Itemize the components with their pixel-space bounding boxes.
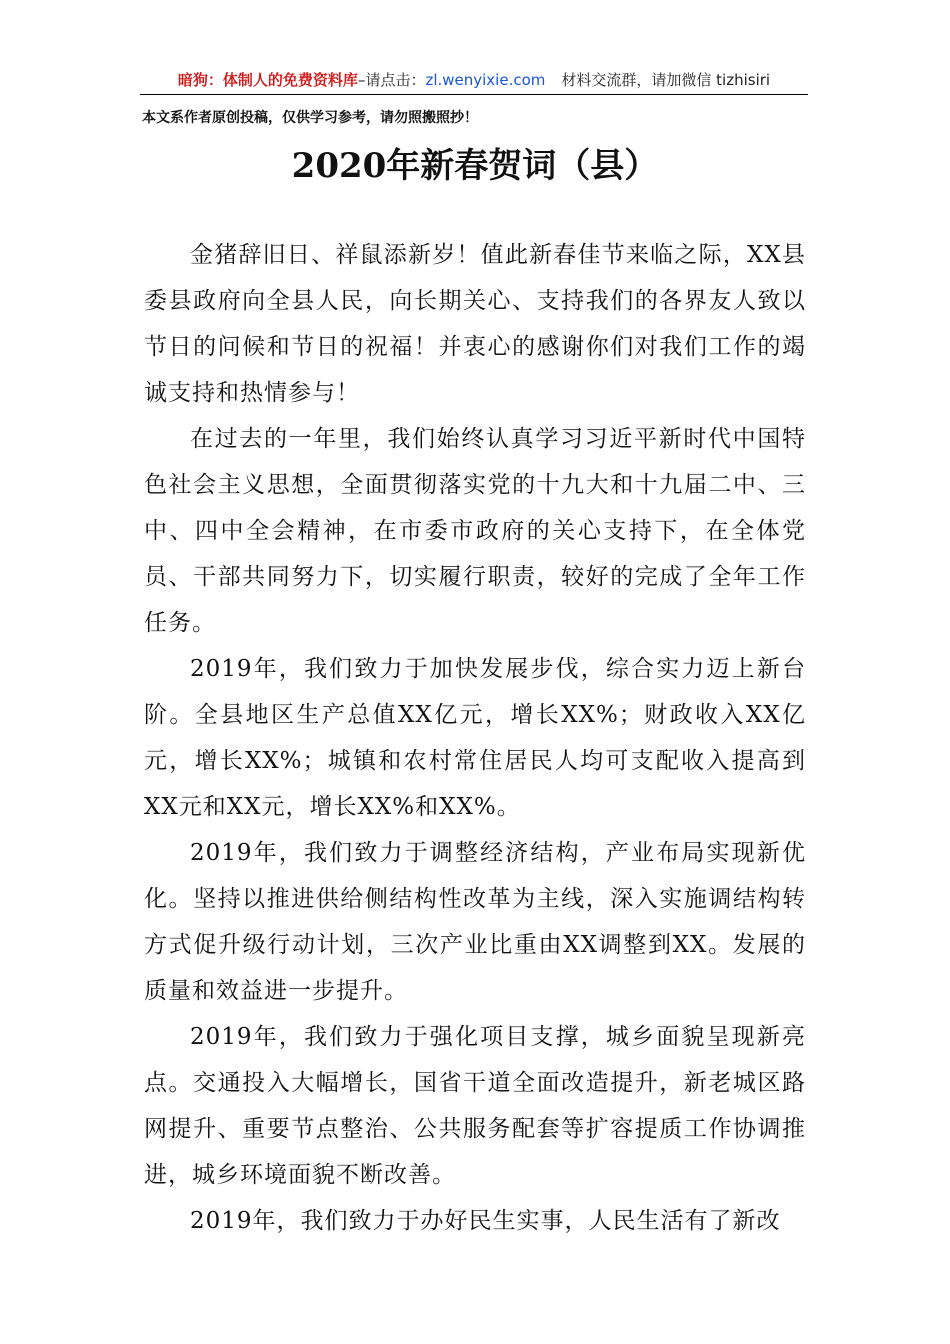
document-body [144,232,806,1244]
site-url-link[interactable]: zl.wenyixie.com [425,71,546,89]
copyright-notice: 本文系作者原创投稿，仅供学习参考，请勿照搬照抄！ [142,110,478,126]
paragraph-projects: 2019年，我们致力于强化项目支撑，城乡面貌呈现新亮点。交通投入大幅增长，国省干道全面改造提升，新老城区路网提升、重要节点整治、公共服务配套等扩容提质工作协调推进，城乡环境面貌不断改善。 [144,1024,806,1188]
document-title: 2020年新春贺词（县） [291,146,659,186]
wechat-note: 材料交流群，请加微信 tizhisiri [561,71,771,89]
paragraph-livelihood: 2019年，我们致力于办好民生实事，人民生活有了新改 [190,1208,781,1234]
brand-name: 暗狗：体制人的免费资料库 [177,71,358,89]
paragraph-structure: 2019年，我们致力于调整经济结构，产业布局实现新优化。坚持以推进供给侧结构性改革为主线，深入实施调结构转方式促升级行动计划，三次产业比重由XX调整到XX。发展的质量和效益进一步提升。 [144,840,806,1004]
paragraph-greeting: 金猪辞旧日、祥鼠添新岁！值此新春佳节来临之际，XX县委县政府向全县人民，向长期关心、支持我们的各界友人致以节日的问候和节日的祝福！并衷心的感谢你们对我们工作的竭诚支持和热情参与！ [144,242,806,406]
site-header-banner [140,66,808,95]
paragraph-review: 在过去的一年里，我们始终认真学习习近平新时代中国特色社会主义思想，全面贯彻落实党的十九大和十九届二中、三中、四中全会精神，在市委市政府的关心支持下，在全体党员、干部共同努力下，切实履行职责，较好的完成了全年工作任务。 [144,426,806,636]
click-prompt: –请点击： [357,71,426,89]
paragraph-economy: 2019年，我们致力于加快发展步伐，综合实力迈上新台阶。全县地区生产总值XX亿元，增长XX%；财政收入XX亿元，增长XX%；城镇和农村常住居民人均可支配收入提高到XX元和XX元，增长XX%和XX%。 [144,656,806,820]
